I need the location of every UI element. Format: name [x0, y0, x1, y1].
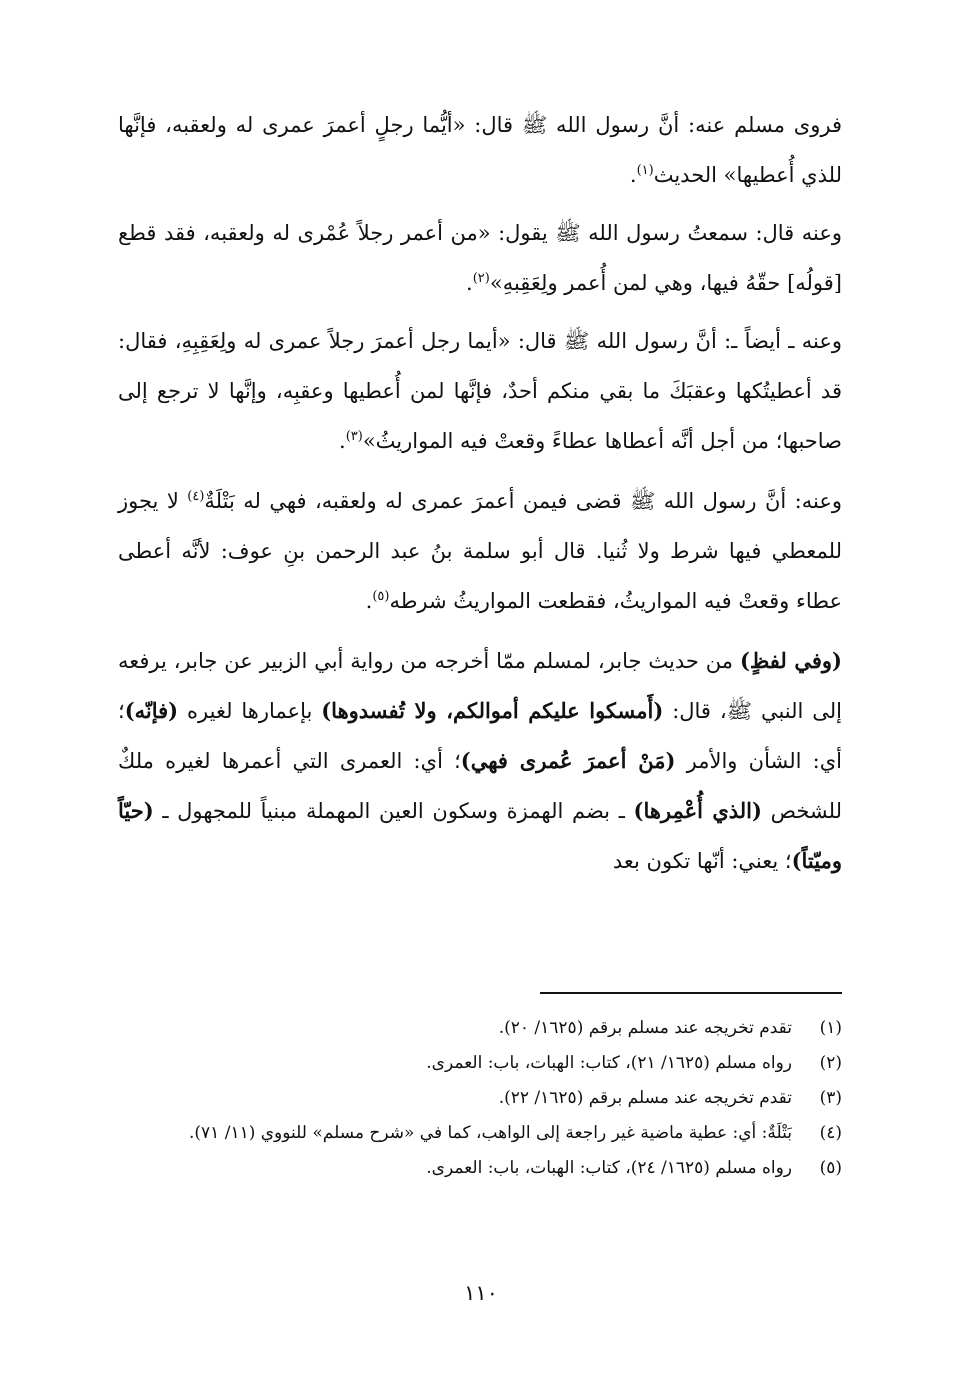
footnote-4 [140, 1118, 842, 1148]
paragraph-3: وعنه ـ أيضاً ـ: أنَّ رسول الله ﷺ قال: «أيما رجل أعمرَ رجلاً عمرى له ولِعَقِبِهِ، فقال: قد أعطيتُكها وعقبَكَ ما بقي منكم أحدٌ، فإنَّها لمن أُعطيها وعقبِه، وإنَّها لا ترجع إلى صاحبها؛ من أجل أنَّه أعطاها عطاءً وقعتْ فيه المواريثُ»$^{(٣)}$. [118, 329, 842, 453]
paragraph-4: وعنه: أنَّ رسول الله ﷺ قضى فيمن أعمرَ عمرى له ولعقبه، فهي له بَتْلَةٌ$^{(٤)}$ لا يجوز للمعطي فيها شرط ولا ثُنيا. قال أبو سلمة بنُ عبد الرحمن بنِ عوف: لأنَّه أعطى عطاء وقعتْ فيه المواريثُ، فقطعت المواريثُ شرطه$^{(٥)}$. [118, 489, 843, 613]
footnote-divider [540, 992, 842, 994]
footnote-1 [140, 1013, 842, 1043]
footnote-5 [140, 1153, 842, 1183]
footnote-3 [140, 1083, 842, 1113]
footnote-ref-4[interactable]: (٤) [187, 489, 205, 504]
bold-phrase: (وفي لفظٍ) [739, 648, 842, 673]
footnote-text: رواه مسلم (١٦٢٥/ ٢٤)، كتاب: الهبات، باب: العمرى. [426, 1158, 792, 1178]
footnote-number: (١) [819, 1018, 842, 1038]
footnote-ref-5[interactable]: (٥) [372, 589, 390, 604]
footnote-text: تقدم تخريجه عند مسلم برقم (١٦٢٥/ ٢٠). [498, 1018, 792, 1038]
bold-phrase: (فإنّه) [124, 698, 179, 723]
footnote-number: (٥) [819, 1158, 842, 1178]
footnote-ref-2[interactable]: (٢) [472, 271, 490, 286]
footnote-text: رواه مسلم (١٦٢٥/ ٢١)، كتاب: الهبات، باب: العمرى. [426, 1053, 792, 1073]
footnote-number: (٤) [819, 1123, 842, 1143]
bold-phrase: (حيّاً وميّتاً) [118, 798, 842, 873]
bold-phrase: (الذي أُعْمِرها) [633, 798, 762, 823]
footnote-ref-3[interactable]: (٣) [345, 429, 363, 444]
paragraph-5: (وفي لفظٍ) من حديث جابر، لمسلم ممّا أخرجه من رواية أبي الزبير عن جابر، يرفعه إلى النبي ﷺ، قال: (أَمسكوا عليكم أموالكم، ولا تُفسدوها) بإعمارها لغيره (فإنّه)؛ أي: الشأن والأمر (مَنْ أعمرَ عُمرى فهي)؛ أي: العمرى التي أعمرها لغيره ملكٌ للشخص (الذي أُعْمِرها) ـ بضم الهمزة وسكون العين المهملة مبنياً للمجهول ـ (حيّاً وميّتاً)؛ يعني: أنّها تكون بعد [118, 648, 842, 873]
footnote-ref-1[interactable]: (١) [636, 163, 654, 178]
footnote-number: (٢) [819, 1053, 842, 1073]
footnote-number: (٣) [819, 1088, 842, 1108]
paragraph-2: وعنه قال: سمعتُ رسول الله ﷺ يقول: «من أعمر رجلاً عُمْرى له ولعقبه، فقد قطع [قولُه] حقّهُ فيها، وهي لمن أُعمر ولِعَقِبهِ»$^{(٢)}$. [118, 221, 842, 295]
page-number: ١١٠ [464, 1281, 498, 1305]
footnote-text: بَتْلَةٌ: أي: عطية ماضية غير راجعة إلى الواهب، كما في «شرح مسلم» للنووي (١١/ ٧١). [188, 1123, 792, 1143]
bold-phrase: (مَنْ أعمرَ عُمرى فهي) [460, 748, 676, 773]
footnote-text: تقدم تخريجه عند مسلم برقم (١٦٢٥/ ٢٢). [498, 1088, 792, 1108]
footnote-2 [140, 1048, 842, 1078]
paragraph-1: فروى مسلم عنه: أنَّ رسول الله ﷺ قال: «أيُّما رجلٍ أعمرَ عمرى له ولعقبه، فإنَّها للذي أُعطيها» الحديث$^{(١)}$. [118, 113, 842, 187]
main-text [118, 100, 842, 894]
footnotes [140, 1013, 842, 1188]
bold-phrase: (أَمسكوا عليكم أموالكم، ولا تُفسدوها) [321, 698, 664, 723]
